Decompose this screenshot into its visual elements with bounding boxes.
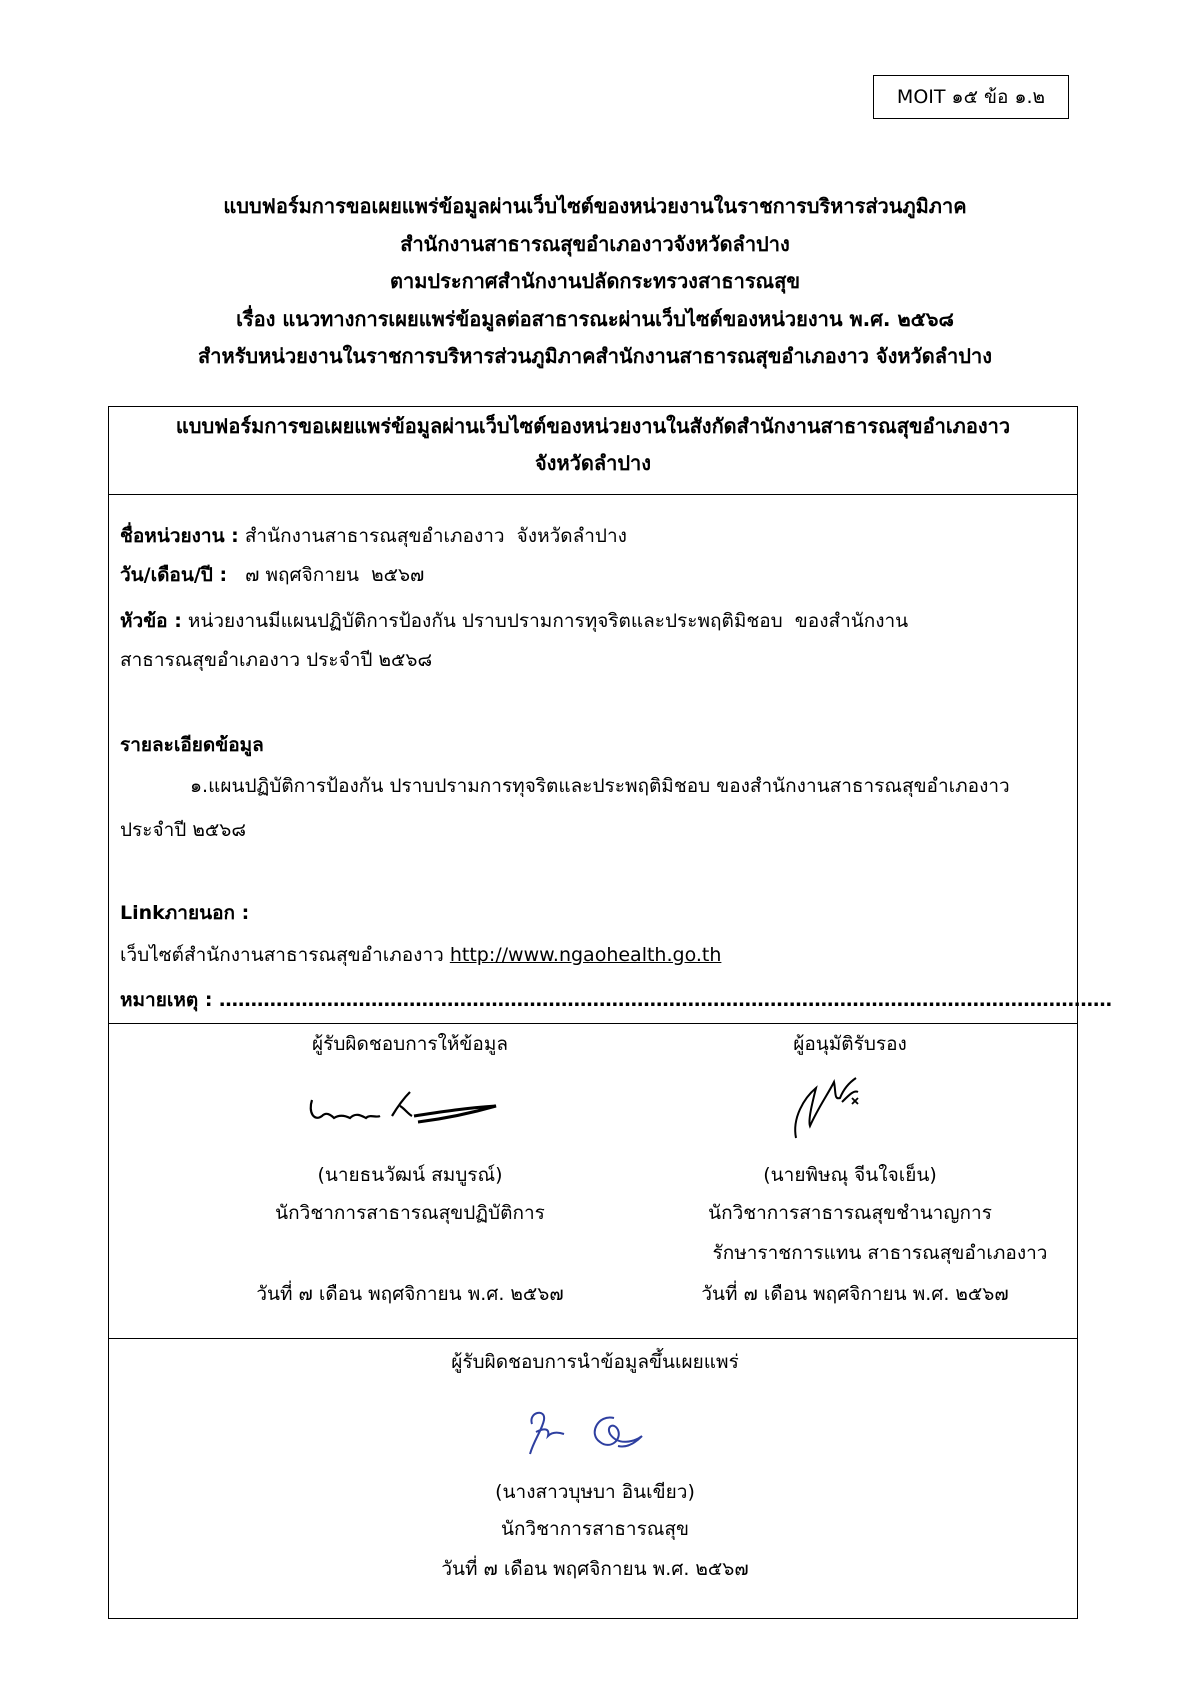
right-signer-position-2: รักษาราชการแทน สาธารณสุขอำเภองาว xyxy=(712,1242,1048,1264)
topic-label: หัวข้อ : xyxy=(120,610,182,632)
topic-row-2 xyxy=(120,642,1066,678)
bottom-signer-role: ผู้รับผิดชอบการนำข้อมูลขึ้นเผยแพร่ xyxy=(451,1351,739,1373)
agency-row xyxy=(120,518,1066,554)
topic-value: หน่วยงานมีแผนปฏิบัติการป้องกัน ปราบปรามการทุจริตและประพฤติมิชอบ ของสำนักงาน xyxy=(181,610,909,632)
right-signer-name: (นายพิษณุ จีนใจเย็น) xyxy=(763,1164,937,1186)
bottom-signer-name: (นางสาวบุษบา อินเขียว) xyxy=(495,1481,695,1503)
left-signer-position: นักวิชาการสาธารณสุขปฏิบัติการ xyxy=(275,1202,545,1224)
bottom-signer-date: วันที่ ๗ เดือน พฤศจิกายน พ.ศ. ๒๕๖๗ xyxy=(441,1558,749,1580)
date-label: วัน/เดือน/ปี : xyxy=(120,564,228,586)
left-signature xyxy=(300,1078,500,1138)
divider-publisher xyxy=(108,1338,1078,1339)
topic-row xyxy=(120,603,1066,639)
detail-text-2: ประจำปี ๒๕๖๘ xyxy=(120,819,246,841)
right-signer-role: ผู้อนุมัติรับรอง xyxy=(793,1033,907,1055)
divider-title xyxy=(108,494,1078,495)
note-value: …………………………………………………………………………………………………………………………… xyxy=(212,989,1113,1011)
right-signer-date: วันที่ ๗ เดือน พฤศจิกายน พ.ศ. ๒๕๖๗ xyxy=(701,1283,1009,1305)
detail-label: รายละเอียดข้อมูล xyxy=(120,734,264,756)
header-line-2: สำนักงานสาธารณสุขอำเภองาวจังหวัดลำปาง xyxy=(400,231,790,256)
date-value: ๗ พฤศจิกายน ๒๕๖๗ xyxy=(227,564,425,586)
header-line-1: แบบฟอร์มการขอเผยแพร่ข้อมูลผ่านเว็บไซต์ของหน่วยงานในราชการบริหารส่วนภูมิภาค xyxy=(223,194,967,218)
bottom-signer-position: นักวิชาการสาธารณสุข xyxy=(500,1518,690,1540)
external-link-heading xyxy=(120,895,1066,931)
form-title-line-1: แบบฟอร์มการขอเผยแพร่ข้อมูลผ่านเว็บไซต์ของหน่วยงานในสังกัดสำนักงานสาธารณสุขอำเภองาว xyxy=(175,414,1011,438)
agency-value: สำนักงานสาธารณสุขอำเภองาว จังหวัดลำปาง xyxy=(238,525,627,547)
form-title xyxy=(108,408,1078,482)
detail-line-2 xyxy=(120,812,1066,848)
left-signer-name: (นายธนวัฒน์ สมบูรณ์) xyxy=(317,1164,503,1186)
external-link-row xyxy=(120,937,1066,973)
note-row xyxy=(120,982,1113,1018)
date-row xyxy=(120,557,1066,593)
note-label: หมายเหตุ : xyxy=(120,989,213,1011)
link-prefix: เว็บไซต์สำนักงานสาธารณสุขอำเภองาว xyxy=(120,944,450,966)
header-line-3: ตามประกาศสำนักงานปลัดกระทรวงสาธารณสุข xyxy=(389,269,800,293)
document-header xyxy=(60,188,1130,376)
detail-line-1 xyxy=(120,768,1066,804)
header-line-4: เรื่อง แนวทางการเผยแพร่ข้อมูลต่อสาธารณะผ่านเว็บไซต์ของหน่วยงาน พ.ศ. ๒๕๖๘ xyxy=(236,306,954,331)
left-signer-date: วันที่ ๗ เดือน พฤศจิกายน พ.ศ. ๒๕๖๗ xyxy=(256,1283,564,1305)
divider-signatures xyxy=(108,1023,1078,1024)
right-signature xyxy=(782,1068,882,1144)
header-line-5: สำหรับหน่วยงานในราชการบริหารส่วนภูมิภาคสำนักงานสาธารณสุขอำเภองาว จังหวัดลำปาง xyxy=(198,344,992,368)
external-link-label: Linkภายนอก : xyxy=(120,902,250,924)
right-signer-position: นักวิชาการสาธารณสุขชำนาญการ xyxy=(708,1202,992,1224)
left-signer-role: ผู้รับผิดชอบการให้ข้อมูล xyxy=(312,1033,508,1055)
topic-value-2: สาธารณสุขอำเภองาว ประจำปี ๒๕๖๘ xyxy=(120,649,433,671)
website-link[interactable]: http://www.ngaohealth.go.th xyxy=(449,944,722,966)
document-code-box: MOIT ๑๕ ข้อ ๑.๒ xyxy=(873,75,1069,119)
detail-text-1: ๑.แผนปฏิบัติการป้องกัน ปราบปรามการทุจริตและประพฤติมิชอบ ของสำนักงานสาธารณสุขอำเภองาว xyxy=(190,775,1010,797)
detail-heading xyxy=(120,727,1066,763)
bottom-signature xyxy=(518,1404,678,1464)
form-title-line-2: จังหวัดลำปาง xyxy=(534,451,652,475)
agency-label: ชื่อหน่วยงาน : xyxy=(120,525,239,547)
